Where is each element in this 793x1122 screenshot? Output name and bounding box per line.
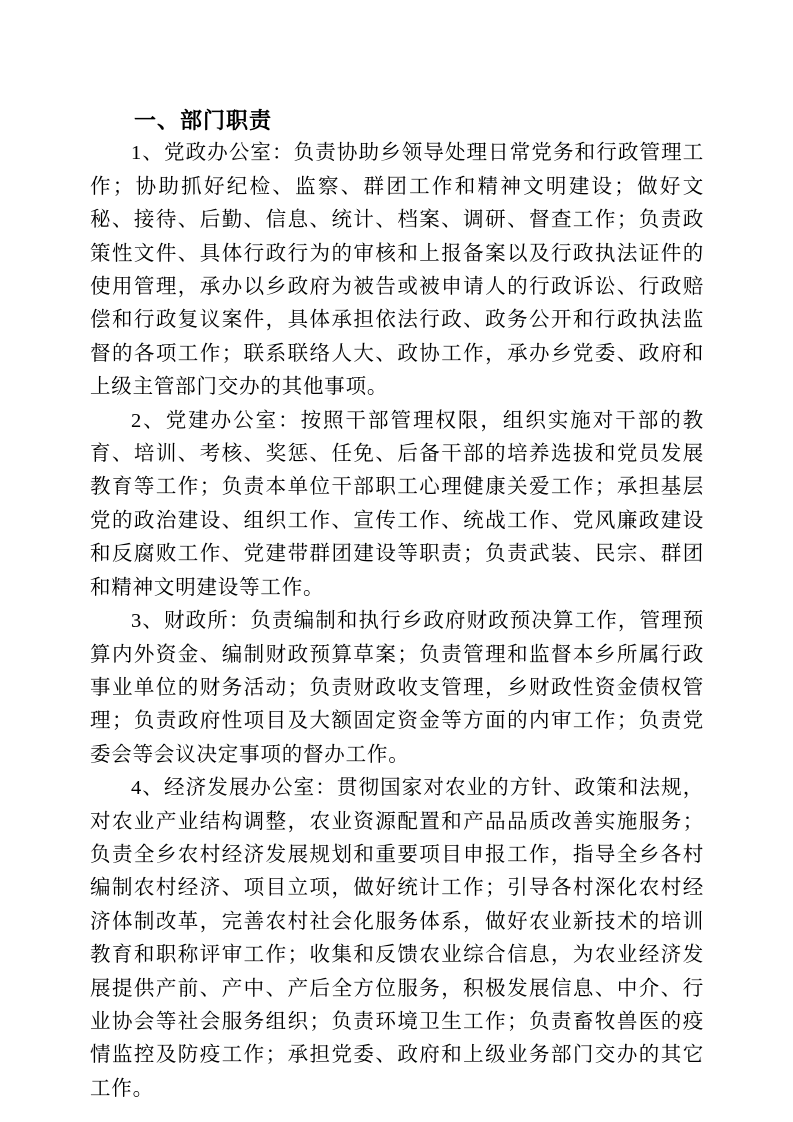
paragraph-economic-development-office: 4、经济发展办公室：贯彻国家对农业的方针、政策和法规，对农业产业结构调整，农业资源配置和产品品质改善实施服务；负责全乡农村经济发展规划和重要项目申报工作，指导全乡各村编制农村经济、项目立项，做好统计工作；引导各村深化农村经济体制改革，完善农村社会化服务体系，做好农业新技术的培训教育和职称评审工作；收集和反馈农业综合信息，为农业经济发展提供产前、产中、产后全方位服务，积极发展信息、中介、行业协会等社会服务组织；负责环境卫生工作；负责畜牧兽医的疫情监控及防疫工作；承担党委、政府和上级业务部门交办的其它工作。 [90,777,704,1100]
paragraph-dangzheng-office: 1、党政办公室：负责协助乡领导处理日常党务和行政管理工作；协助抓好纪检、监察、群团工作和精神文明建设；做好文秘、接待、后勤、信息、统计、档案、调研、督查工作；负责政策性文件、具体行政行为的审核和上报备案以及行政执法证件的使用管理，承办以乡政府为被告或被申请人的行政诉讼、行政赔偿和行政复议案件，具体承担依法行政、政务公开和行政执法监督的各项工作；联系联络人大、政协工作，承办乡党委、政府和上级主管部门交办的其他事项。 [90,142,704,399]
paragraph-finance-office: 3、财政所：负责编制和执行乡政府财政预决算工作，管理预算内外资金、编制财政预算草案；负责管理和监督本乡所属行政事业单位的财务活动；负责财政收支管理，乡财政性资金债权管理；负责政府性项目及大额固定资金等方面的内审工作；负责党委会等会议决定事项的督办工作。 [90,610,704,766]
paragraph-dangjian-office: 2、党建办公室：按照干部管理权限，组织实施对干部的教育、培训、考核、奖惩、任免、后备干部的培养选拔和党员发展教育等工作；负责本单位干部职工心理健康关爱工作；承担基层党的政治建设、组织工作、宣传工作、统战工作、党风廉政建设和反腐败工作、党建带群团建设等职责；负责武装、民宗、群团和精神文明建设等工作。 [90,409,704,599]
section-heading: 一、部门职责 [134,108,273,133]
document-content [90,104,704,1106]
